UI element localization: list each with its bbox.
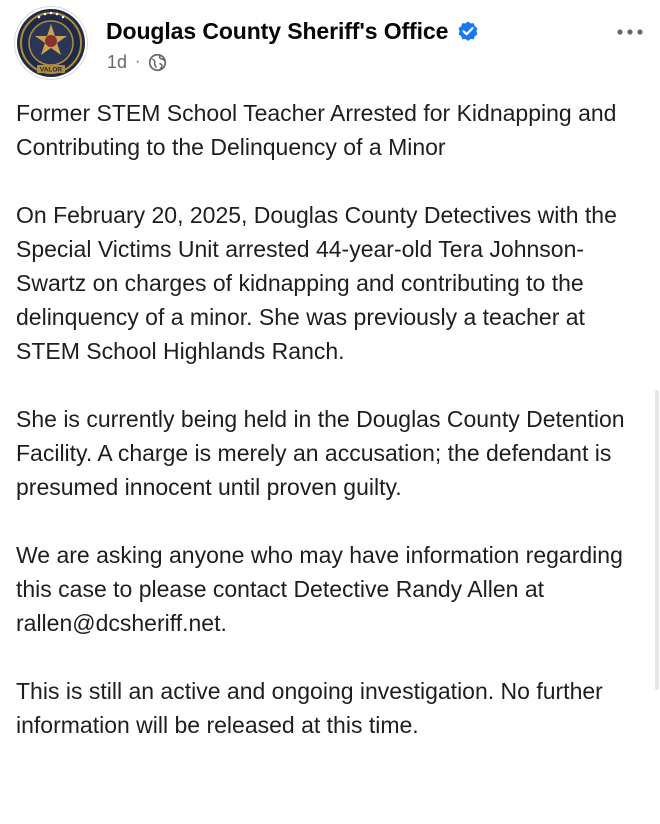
page-name[interactable]: Douglas County Sheriff's Office xyxy=(106,17,449,44)
globe-icon[interactable] xyxy=(148,53,167,72)
post-timestamp[interactable]: 1d xyxy=(107,51,128,72)
sheriff-badge-logo xyxy=(15,7,87,79)
avatar[interactable] xyxy=(14,6,88,80)
post-headline: Former STEM School Teacher Arrested for Kidnapping and Contributing to the Delinquency of a Minor xyxy=(16,100,617,160)
post-paragraph: On February 20, 2025, Douglas County Detectives with the Special Victims Unit arrested 44-year-old Tera Johnson-Swartz on charges of kidnapping and contributing to the delinquency of a minor. She was previously a teacher at STEM School Highlands Ranch. xyxy=(16,202,617,364)
verified-badge-icon xyxy=(456,19,480,43)
avatar-seal-text: VALOR xyxy=(39,66,63,74)
post-body xyxy=(16,96,650,776)
post-paragraph: This is still an active and ongoing investigation. No further information will be released at this time. xyxy=(16,678,603,738)
post-paragraph: She is currently being held in the Douglas County Detention Facility. A charge is merely an accusation; the defendant is presumed innocent until proven guilty. xyxy=(16,406,625,500)
post-header xyxy=(0,0,660,90)
post-paragraph: We are asking anyone who may have information regarding this case to please contact Detective Randy Allen at rallen@dcsheriff.net. xyxy=(16,542,623,636)
more-options-icon[interactable] xyxy=(612,20,648,44)
scrollbar[interactable] xyxy=(655,390,659,690)
meta-separator: · xyxy=(135,53,141,70)
page-name-row xyxy=(106,14,480,48)
post-meta xyxy=(107,50,167,74)
